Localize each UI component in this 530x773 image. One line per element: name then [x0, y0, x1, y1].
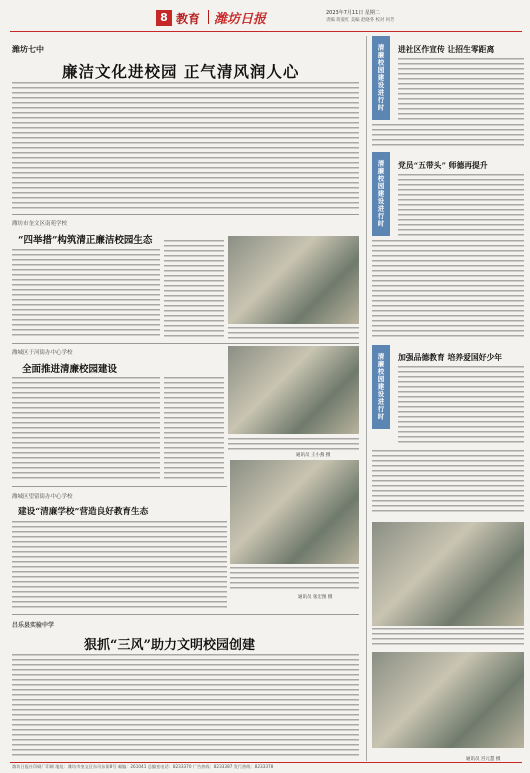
photo-4	[372, 522, 524, 626]
photo-3	[230, 460, 359, 564]
divider	[12, 343, 359, 344]
right-story3-text	[398, 366, 524, 446]
section-divider	[208, 10, 209, 24]
section-name: 教育	[176, 12, 201, 26]
bottom-headline: 狠抓“三风”助力文明校园创建	[84, 638, 255, 653]
photo-1-caption	[228, 327, 359, 339]
lead-body-text	[12, 82, 359, 210]
photo-1	[228, 236, 359, 324]
right-band-2: 清廉校园建设进行时	[372, 152, 390, 236]
divider	[12, 614, 359, 615]
photo-3-byline: 通讯员 张宏图 摄	[298, 595, 333, 600]
column-divider	[366, 36, 367, 761]
footer-rule	[10, 762, 522, 763]
footer-info: 潍坊日报社印刷厂印刷 地址：潍坊市奎文区东风东街8号 邮编：261041 总编室电话：8233370 广告热线：8233387 发行热线：8233378	[12, 764, 274, 769]
story2-kicker: 潍坊市奎文区南苑学校	[12, 221, 68, 227]
right-story3-text-b	[372, 450, 524, 514]
story2-headline: “四举措”构筑清正廉洁校园生态	[18, 235, 153, 246]
right-title-1: 进社区作宣传 让招生零距离	[398, 45, 495, 54]
photo-4-caption	[372, 628, 524, 648]
story2-body-text	[12, 249, 160, 339]
editor-credits: 责编 蒋爱红 美编 赵晓冬 校对 何芳	[326, 18, 395, 23]
divider	[12, 214, 359, 215]
right-title-2: 党员“五带头” 师德再提升	[398, 161, 488, 170]
page-number-badge: 8	[156, 10, 172, 26]
right-story1-text-b	[398, 58, 524, 120]
photo-5	[372, 652, 524, 748]
story4-body-text	[12, 521, 227, 609]
right-band-3: 清廉校园建设进行时	[372, 345, 390, 429]
paper-name: 潍坊日报	[214, 12, 267, 27]
right-story2-text	[398, 174, 524, 236]
lead-headline: 廉洁文化进校园 正气清风润人心	[62, 62, 300, 81]
masthead-rule	[10, 31, 522, 32]
bottom-body-text	[12, 654, 359, 758]
story4-kicker: 潍城区望留街办中心学校	[12, 494, 73, 500]
story4-headline: 建设“清廉学校”营造良好教育生态	[18, 507, 149, 517]
story2-body-text-col2	[164, 240, 224, 338]
story3-kicker: 潍城区于河街办中心学校	[12, 350, 73, 356]
photo-2-byline: 通讯员 王小燕 摄	[296, 453, 331, 458]
photo-5-byline: 通讯员 宫元慧 摄	[466, 757, 501, 762]
issue-date: 2023年7月11日 星期二	[326, 10, 380, 16]
divider	[12, 486, 227, 487]
bottom-kicker: 吕乐县实验中学	[12, 622, 55, 629]
photo-2-caption	[228, 438, 359, 450]
masthead	[96, 6, 526, 30]
right-story2-text-b	[372, 240, 524, 340]
right-band-1: 清廉校园建设进行时	[372, 36, 390, 120]
photo-3-caption	[230, 567, 359, 589]
story3-headline: 全面推进清廉校园建设	[22, 364, 118, 375]
right-story1-text	[372, 124, 524, 148]
lead-kicker: 潍坊七中	[12, 44, 44, 54]
story3-body-text	[12, 377, 160, 482]
right-title-3: 加强品德教育 培养爱国好少年	[398, 353, 503, 362]
story3-body-text-col2	[164, 377, 224, 482]
photo-2	[228, 346, 359, 434]
